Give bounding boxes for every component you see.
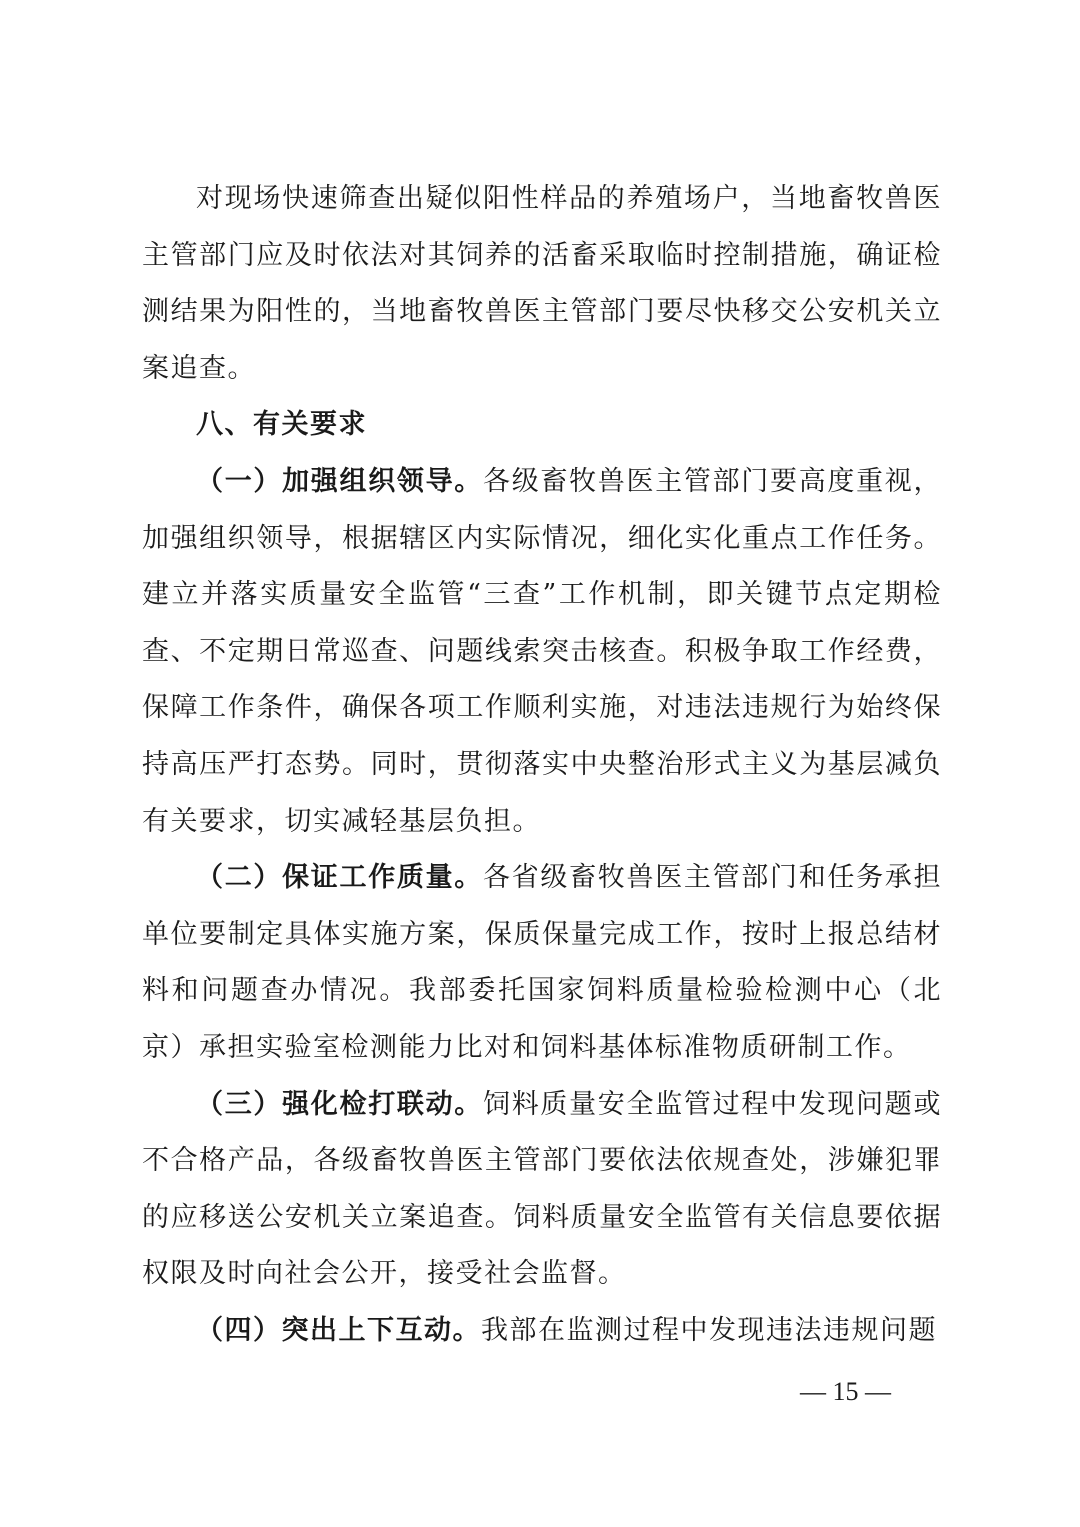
section-heading-requirements [142, 397, 942, 454]
paragraph-lead: （一）加强组织领导。 [196, 465, 483, 497]
page-number: — 15 — [800, 1377, 891, 1406]
paragraph-quality [142, 850, 942, 1076]
paragraph-text: 我部在监测过程中发现违法违规问题 [481, 1314, 937, 1346]
paragraph-text: 对现场快速筛查出疑似阳性样品的养殖场户，当地畜牧兽医主管部门应及时依法对其饲养的活畜采取临时控制措施，确证检测结果为阳性的，当地畜牧兽医主管部门要尽快移交公安机关立案追查。 [142, 183, 942, 384]
paragraph-lead: （二）保证工作质量。 [196, 862, 483, 894]
document-body [142, 171, 942, 1359]
paragraph-interaction [142, 1303, 942, 1360]
paragraph-organization [142, 454, 942, 850]
paragraph-text: 各级畜牧兽医主管部门要高度重视，加强组织领导，根据辖区内实际情况，细化实化重点工作任务。建立并落实质量安全监管“三查”工作机制，即关键节点定期检查、不定期日常巡查、问题线索突击核查。积极争取工作经费，保障工作条件，确保各项工作顺利实施，对违法违规行为始终保持高压严打态势。同时，贯彻落实中央整治形式主义为基层减负有关要求，切实减轻基层负担。 [142, 465, 942, 837]
paragraph-enforcement [142, 1077, 942, 1303]
paragraph-lead: （四）突出上下互动。 [196, 1314, 481, 1346]
paragraph-text: 各省级畜牧兽医主管部门和任务承担单位要制定具体实施方案，保质保量完成工作，按时上报总结材料和问题查办情况。我部委托国家饲料质量检验检测中心（北京）承担实验室检测能力比对和饲料基体标准物质研制工作。 [142, 862, 942, 1063]
paragraph-lead: （三）强化检打联动。 [196, 1088, 483, 1120]
paragraph-screening [142, 171, 942, 397]
heading-text: 八、有关要求 [196, 409, 367, 441]
paragraph-text: 饲料质量安全监管过程中发现问题或不合格产品，各级畜牧兽医主管部门要依法依规查处，涉嫌犯罪的应移送公安机关立案追查。饲料质量安全监管有关信息要依据权限及时向社会公开，接受社会监督。 [142, 1088, 942, 1290]
